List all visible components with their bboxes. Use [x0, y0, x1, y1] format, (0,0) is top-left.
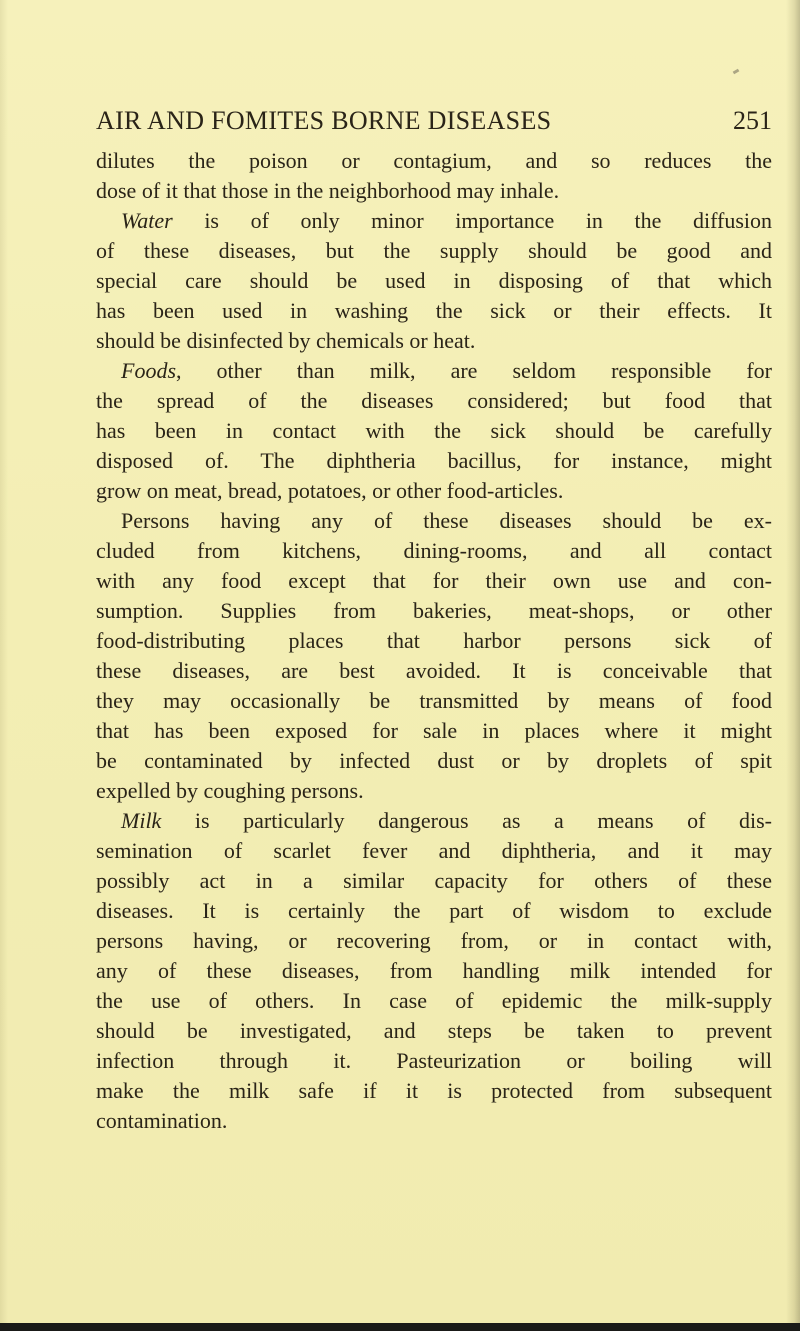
text-line: Foods, other than milk, are seldom responsible for: [121, 358, 772, 383]
text-line: that has been exposed for sale in places where it might: [96, 718, 772, 743]
running-head: AIR AND FOMITES BORNE DISEASES: [96, 106, 552, 135]
text-line: infection through it. Pasteurization or boiling will: [96, 1048, 772, 1073]
text-line: dose of it that those in the neighborhood may inhale.: [96, 178, 560, 203]
page-number: 251: [733, 106, 772, 135]
page-gutter-shadow: [0, 0, 8, 1331]
text-line: any of these diseases, from handling milk intended for: [96, 958, 772, 983]
page-header: [96, 106, 772, 140]
page-edge-shadow: [786, 0, 800, 1331]
scan-bottom-edge: [0, 1323, 800, 1331]
text-line: with any food except that for their own use and con-: [96, 568, 772, 593]
text-line: has been used in washing the sick or their effects. It: [96, 298, 772, 323]
topic-heading-foods: Foods: [121, 358, 176, 383]
body-text: [96, 146, 772, 1136]
text-line: dilutes the poison or contagium, and so reduces the: [96, 148, 772, 173]
text-line: should be investigated, and steps be taken to prevent: [96, 1018, 772, 1043]
text-line: should be disinfected by chemicals or heat.: [96, 328, 476, 353]
text-line: of these diseases, but the supply should be good and: [96, 238, 772, 263]
paper-blemish: [733, 69, 740, 75]
text-line: the spread of the diseases considered; but food that: [96, 388, 772, 413]
text-line: sumption. Supplies from bakeries, meat-shops, or other: [96, 598, 772, 623]
text-line: expelled by coughing persons.: [96, 778, 364, 803]
text-line: possibly act in a similar capacity for others of these: [96, 868, 772, 893]
text-line: diseases. It is certainly the part of wisdom to exclude: [96, 898, 772, 923]
text-line: the use of others. In case of epidemic the milk-supply: [96, 988, 772, 1013]
text-line: grow on meat, bread, potatoes, or other food-articles.: [96, 478, 564, 503]
text-line: be contaminated by infected dust or by droplets of spit: [96, 748, 772, 773]
text-line: Milk is particularly dangerous as a means of dis-: [121, 808, 772, 833]
topic-heading-water: Water: [121, 208, 173, 233]
text-line: persons having, or recovering from, or in contact with,: [96, 928, 772, 953]
text-line: food-distributing places that harbor persons sick of: [96, 628, 772, 653]
text-line: cluded from kitchens, dining-rooms, and all contact: [96, 538, 772, 563]
topic-heading-milk: Milk: [121, 808, 162, 833]
text-line: Water is of only minor importance in the diffusion: [121, 208, 772, 233]
text-line: make the milk safe if it is protected from subsequent: [96, 1078, 772, 1103]
text-line: special care should be used in disposing of that which: [96, 268, 772, 293]
text-line: these diseases, are best avoided. It is conceivable that: [96, 658, 772, 683]
text-line: semination of scarlet fever and diphtheria, and it may: [96, 838, 772, 863]
text-line: has been in contact with the sick should be carefully: [96, 418, 772, 443]
text-line: contamination.: [96, 1108, 228, 1133]
text-line: Persons having any of these diseases should be ex-: [121, 508, 772, 533]
text-line: they may occasionally be transmitted by means of food: [96, 688, 772, 713]
text-line: disposed of. The diphtheria bacillus, for instance, might: [96, 448, 772, 473]
